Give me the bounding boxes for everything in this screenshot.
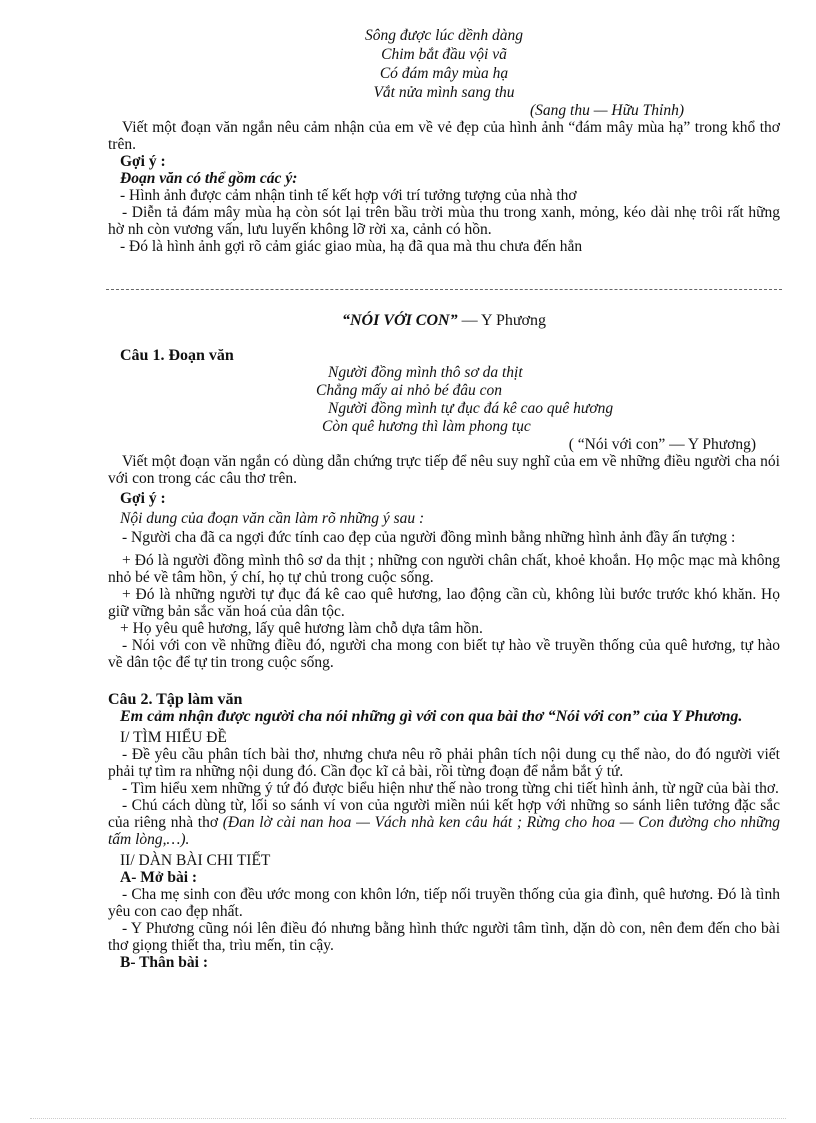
poem-line: Người đồng mình thô sơ da thịt (328, 364, 523, 381)
hint-intro: Nội dung của đoạn văn cần làm rõ những ý sau : (120, 510, 425, 527)
than-bai-title: B- Thân bài : (120, 954, 209, 971)
hint-label: Gợi ý : (120, 153, 166, 170)
part1-point: - Đề yêu cầu phân tích bài thơ, nhưng chưa nêu rõ phải phân tích nội dung cụ thể nào, do đó người viết phải tự tìm ra những nội dung đó. Cần đọc kĩ cả bài, rồi từng đoạn để nắm bắt ý tứ. (108, 746, 780, 780)
poem-line: Sông được lúc dềnh dàng (365, 27, 523, 44)
poem-line: Có đám mây mùa hạ (379, 65, 509, 82)
hint-point: - Hình ảnh được cảm nhận tinh tế kết hợp với trí tưởng tượng của nhà thơ (120, 187, 577, 204)
page-bottom-rule (30, 1118, 786, 1119)
hint-label: Gợi ý : (120, 490, 166, 507)
mo-bai-point: - Y Phương cũng nói lên điều đó nhưng bằng hình thức người tâm tình, dặn dò con, nên đem đến cho bài thơ giọng thiết tha, trìu mến, tin cậy. (108, 920, 780, 954)
hint-point: - Đó là hình ảnh gợi rõ cảm giác giao mùa, hạ đã qua mà thu chưa đến hẳn (120, 238, 583, 255)
hint-point: - Người cha đã ca ngợi đức tính cao đẹp của người đồng mình bằng những hình ảnh đầy ấn tượng : (122, 529, 736, 546)
part1-title: I/ TÌM HIỂU ĐỀ (120, 729, 227, 746)
part1-point-examples: (Đan lờ cài nan hoa — Vách nhà ken câu hát ; Rừng cho hoa — Con đường cho những tấm lòng,…). (108, 814, 780, 848)
section-title (108, 312, 780, 329)
poem-line: Vắt nửa mình sang thu (373, 84, 515, 101)
poem-author: — Y Phương (457, 312, 546, 329)
poem-line: Chẳng mấy ai nhỏ bé đâu con (316, 382, 502, 399)
poem-sang-thu (108, 26, 780, 102)
poem-noi-voi-con (316, 364, 780, 436)
document-page (108, 26, 780, 971)
mo-bai-title: A- Mở bài : (120, 869, 198, 886)
part2-title: II/ DÀN BÀI CHI TIẾT (120, 852, 271, 869)
hint-point: - Nói với con về những điều đó, người cha mong con biết tự hào về truyền thống của quê hương, tự hào về dân tộc để tự tin trong cuộc sống. (108, 637, 780, 671)
hint-point: + Đó là những người tự đục đá kê cao quê hương, lao động cần cù, không lùi bước trước khó khăn. Họ giữ vững bản sắc văn hoá của dân tộc. (108, 586, 780, 620)
part1-point-text: - Chú cách dùng từ, lối so sánh ví von của người miền núi kết hợp với những so sánh liên tưởng đặc sắc của riêng nhà thơ (108, 797, 780, 831)
cau1-heading: Câu 1. Đoạn văn (120, 347, 234, 364)
hint-point: - Diễn tả đám mây mùa hạ còn sót lại trên bầu trời mùa thu trong xanh, mỏng, kéo dài nhẹ trôi rất hững hờ nh còn vương vấn, lưu luyến không lỡ rời xa, cảnh có hồn. (108, 204, 780, 238)
section-divider (106, 289, 782, 290)
part1-point (108, 797, 780, 848)
poem-title: “NÓI VỚI CON” (342, 312, 458, 329)
poem-line: Chim bắt đầu vội vã (381, 46, 507, 63)
hint-point: + Đó là người đồng mình thô sơ da thịt ; những con người chân chất, khoẻ khoắn. Họ mộc mạc mà không nhỏ bé về tâm hồn, ý chí, họ tự chủ trong cuộc sống. (108, 552, 780, 586)
poem-source: (Sang thu — Hữu Thỉnh) (530, 102, 684, 119)
hint-intro: Đoạn văn có thể gồm các ý: (120, 170, 298, 187)
poem-source: ( “Nói với con” — Y Phương) (568, 436, 756, 453)
part1-point: - Tìm hiểu xem những ý tứ đó được biểu hiện như thế nào trong từng chi tiết hình ảnh, từ ngữ của bài thơ. (122, 780, 779, 797)
mo-bai-point: - Cha mẹ sinh con đều ước mong con khôn lớn, tiếp nối truyền thống của gia đình, quê hương. Đó là tình yêu con cao đẹp nhất. (108, 886, 780, 920)
essay-prompt: Em cảm nhận được người cha nói những gì với con qua bài thơ “Nói với con” của Y Phương. (120, 708, 743, 725)
hint-point: + Họ yêu quê hương, lấy quê hương làm chỗ dựa tâm hồn. (120, 620, 483, 637)
poem-line: Còn quê hương thì làm phong tục (322, 418, 531, 435)
cau2-heading: Câu 2. Tập làm văn (108, 691, 243, 708)
question-prompt: Viết một đoạn văn ngắn có dùng dẫn chứng trực tiếp để nêu suy nghĩ của em về những điều người cha nói với con trong các câu thơ trên. (108, 453, 780, 487)
poem-line: Người đồng mình tự đục đá kê cao quê hương (328, 400, 614, 417)
question-prompt: Viết một đoạn văn ngắn nêu cảm nhận của em về vẻ đẹp của hình ảnh “đám mây mùa hạ” trong khổ thơ trên. (108, 119, 780, 153)
